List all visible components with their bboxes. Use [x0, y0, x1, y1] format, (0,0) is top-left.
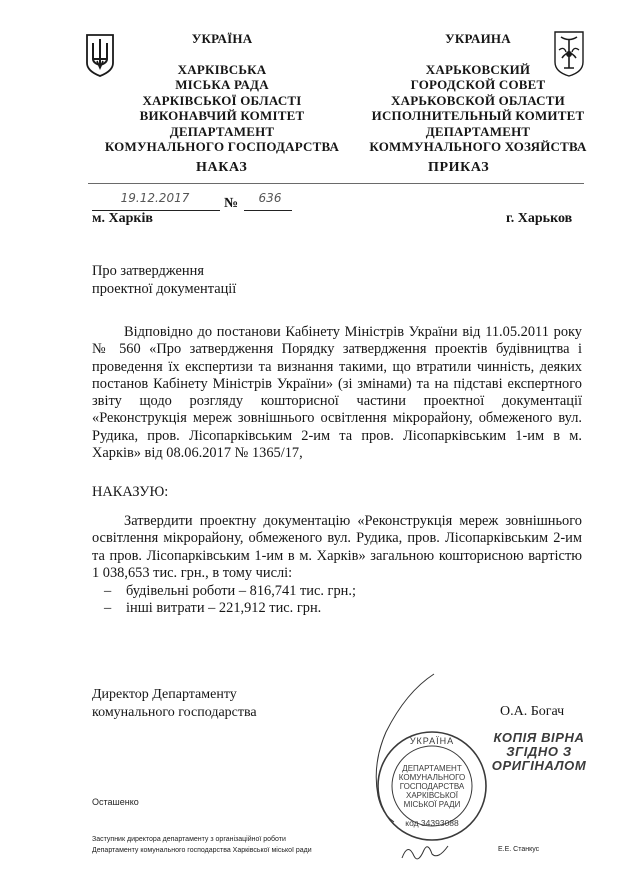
preamble: Відповідно до постанови Кабінету Міністрів України від 11.05.2011 року № 560 «Про затвердження Порядку затвердження проектів будівництва і проведення їх експертизи та визнання такими, що втратили чинність, деяких постанов Кабінету Міністрів України» (зі змінами) та на підставі експертного звіту щодо розгляду кошторисної частини проектної документації «Реконструкція мереж зовнішнього освітлення мікрорайону, обмеженого вул. Рудика, пров. Лісопарківським 2-им та пров. Лісопарківським 1-им в м. Харків» від 08.06.2017 № 1365/17,	[92, 324, 582, 462]
stamp-center-text	[386, 764, 478, 809]
stamp-line: МІСЬКОЇ РАДИ	[403, 800, 461, 809]
header-right-line: ДЕПАРТАМЕНТ	[425, 123, 531, 139]
header-left	[92, 31, 352, 155]
header-right-country: УКРАИНА	[445, 31, 511, 46]
doc-type-ru: ПРИКАЗ	[428, 160, 490, 175]
position-line: Директор Департаменту	[92, 687, 237, 702]
certifier-signature	[398, 838, 454, 864]
decision: Затвердити проектну документацію «Реконструкція мереж зовнішнього освітлення мікрорайону, обмеженого вул. Рудика, пров. Лісопарківським 2-им та пров. Лісопарківським 1-им в м. Харків» загальною кошторисною вартістю 1 038,653 тис. грн., в тому числі:	[92, 513, 582, 581]
stamp-code: код 34393088	[405, 818, 459, 828]
header-left-line: МІСЬКА РАДА	[175, 77, 269, 92]
stamp-line: ГОСПОДАРСТВА	[399, 782, 465, 791]
stamp-line: КОМУНАЛЬНОГО	[398, 773, 466, 782]
stamp-line: ХАРКІВСЬКОЇ	[405, 791, 458, 800]
stamp-outer-text: УКРАЇНА	[409, 736, 455, 746]
order-word: НАКАЗУЮ:	[92, 484, 169, 500]
header-right-line: ГОРОДСКОЙ СОВЕТ	[410, 77, 546, 92]
header-left-country: УКРАЇНА	[191, 31, 253, 46]
round-stamp	[376, 730, 488, 842]
order-number: 636	[258, 191, 282, 205]
header-divider	[88, 183, 584, 184]
order-date: 19.12.2017	[120, 191, 190, 205]
header-right	[358, 31, 598, 155]
number-underline	[244, 210, 292, 211]
signature-position	[92, 686, 257, 722]
header-left-line: ВИКОНАВЧИЙ КОМІТЕТ	[139, 108, 305, 123]
position-line: комунального господарства	[92, 705, 257, 720]
signatory-name: О.А. Богач	[500, 704, 565, 719]
copy-stamp-line: КОПІЯ ВІРНА	[493, 730, 585, 745]
header-right-line: ХАРЬКОВСКИЙ	[425, 61, 531, 77]
list-item: – будівельні роботи – 816,741 тис. грн.;	[104, 583, 356, 599]
number-label: №	[224, 196, 239, 211]
certification-block	[92, 834, 312, 856]
doc-type-ua: НАКАЗ	[196, 160, 248, 175]
header-left-line: КОМУНАЛЬНОГО ГОСПОДАРСТВА	[104, 139, 340, 154]
certification-line: Заступник директора департаменту з організаційної роботи	[92, 836, 286, 843]
city-ua: м. Харків	[92, 211, 153, 226]
stamp-line: ДЕПАРТАМЕНТ	[402, 764, 462, 773]
copy-certified-stamp	[489, 731, 589, 773]
header-left-line: ХАРКІВСЬКА	[177, 61, 267, 77]
certification-line: Департаменту комунального господарства Харківської міської ради	[92, 847, 312, 854]
list-item: – інші витрати – 221,912 тис. грн.	[104, 600, 322, 617]
subject-line: проектної документації	[92, 281, 237, 297]
header-left-line: ДЕПАРТАМЕНТ	[169, 123, 275, 139]
certifier-name: Е.Е. Станкус	[498, 846, 540, 853]
city-ru: г. Харьков	[506, 211, 573, 226]
header-right-line: ИСПОЛНИТЕЛЬНЫЙ КОМИТЕТ	[371, 108, 585, 123]
header-left-line: ХАРКІВСЬКОЇ ОБЛАСТІ	[142, 92, 302, 108]
copy-stamp-line: ЗГІДНО З	[506, 744, 572, 759]
executor-name: Осташенко	[92, 797, 139, 807]
copy-stamp-line: ОРИГІНАЛОМ	[491, 758, 587, 773]
header-right-line: КОММУНАЛЬНОГО ХОЗЯЙСТВА	[369, 139, 587, 154]
subject	[92, 262, 236, 298]
items-list	[104, 583, 524, 618]
subject-line: Про затвердження	[92, 263, 204, 279]
header-right-line: ХАРЬКОВСКОЙ ОБЛАСТИ	[391, 92, 565, 108]
